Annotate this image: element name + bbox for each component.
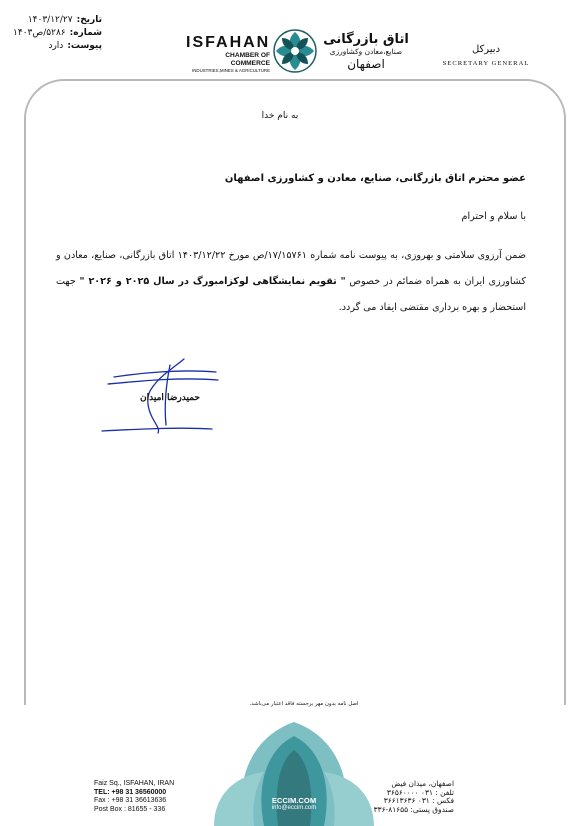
secretary-general: [438, 44, 534, 67]
signer-name: حمیدرضا امیدان: [140, 393, 200, 403]
website[interactable]: ECCIM.COM: [271, 796, 317, 805]
email[interactable]: info@eccim.com: [271, 805, 317, 811]
paragraph-text-2: جهت استحضار و بهره برداری مقتضی ایفاد می گردد.: [56, 276, 526, 313]
addressee: عضو محترم اتاق بازرگانی، صنایع، معادن و کشاورزی اصفهان: [224, 173, 526, 184]
footer-contact-center: [252, 796, 336, 811]
attachment-value: دارد: [48, 41, 64, 51]
validity-note: اصل نامه بدون مهر برجسته فاقد اعتبار می‌باشد.: [249, 701, 359, 707]
date-label: تاریخ:: [76, 15, 102, 25]
footer-en-line: Fax : +98 31 36613636: [94, 797, 167, 805]
paragraph-text-1: ضمن آرزوی سلامتی و بهروزی، به پیوست نامه شماره ۱۷/۱۵۷۶۱/ص مورخ ۱۴۰۳/۱۲/۲۲ اتاق بازرگانی، صنایع، معادن و کشاورزی ایران به همراه ضمائم در خصوص: [56, 250, 526, 287]
letter-paragraph: [56, 243, 526, 321]
secretary-fa: دبیرکل: [471, 44, 501, 55]
date-value: ۱۴۰۳/۱۲/۲۷: [27, 15, 73, 25]
footer-en-line: TEL: +98 31 36560000: [94, 788, 167, 796]
logo-fa-industries: صنایع،معادن وکشاورزی: [329, 47, 403, 56]
logo-chamber: CHAMBER OF COMMERCE: [225, 52, 270, 67]
greeting: با سلام و احترام: [461, 211, 526, 222]
footer-persian: [374, 780, 454, 814]
chamber-logo-icon: [272, 28, 318, 74]
bismillah: به نام خدا: [261, 111, 299, 121]
footer-fa-line: اصفهان، میدان فیض: [391, 779, 454, 788]
footer-en-line: Faiz Sq., ISFAHAN, IRAN: [94, 780, 175, 787]
logo-fa-chamber: اتاق بازرگانی: [323, 32, 409, 47]
attachment-label: پیوست:: [67, 41, 102, 51]
logo-city: ISFAHAN: [186, 34, 271, 51]
logo-fa-city: اصفهان: [347, 57, 385, 71]
secretary-en: SECRETARY GENERAL: [442, 60, 530, 67]
letter-meta: [10, 14, 102, 53]
logo-english: [186, 34, 270, 74]
page-frame: [24, 79, 566, 809]
footer-fa-line: صندوق پستی: ۸۱۶۵۵-۳۳۶: [373, 804, 454, 814]
footer-fa-line: فکس : ۰۳۱ ۳۶۶۱۳۶۳۶: [383, 796, 454, 806]
footer-en-line: Post Box : 81655 - 336: [94, 805, 166, 813]
number-label: شماره:: [69, 28, 102, 38]
logo-industries: INDUSTRIES,MINES & AGRICULTURE: [192, 68, 270, 73]
footer-english: [94, 780, 174, 814]
footer-fa-line: تلفن : ۰۳۱ ۳۶۵۶۰۰۰۰: [386, 787, 454, 797]
paragraph-bold-subject: " تقویم نمایشگاهی لوکزامبورگ در سال ۲۰۲۵ و ۲۰۲۶ ": [79, 276, 346, 287]
number-value: ۵۲۸۶/ص۱۴۰۳: [13, 28, 66, 38]
logo-persian: [320, 32, 412, 71]
